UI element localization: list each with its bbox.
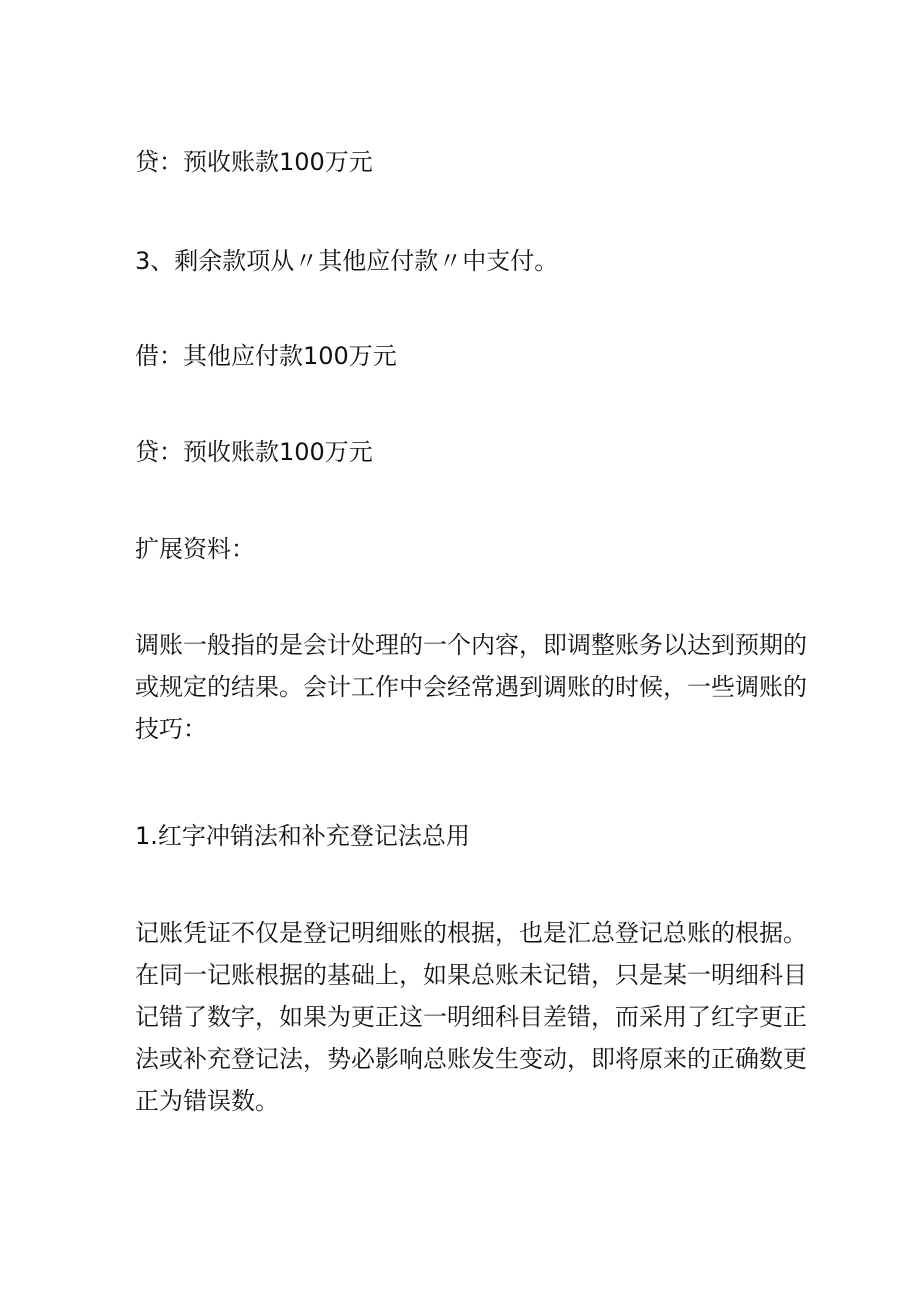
paragraph-line: 技巧： bbox=[135, 715, 207, 743]
paragraph-voucher-explanation bbox=[135, 912, 807, 1122]
text-line-step-3: 3、剩余款项从〃其他应付款〃中支付。 bbox=[135, 247, 559, 275]
text-line-debit-other-payables: 借：其他应付款100万元 bbox=[135, 342, 397, 370]
paragraph-line: 调账一般指的是会计处理的一个内容，即调整账务以达到预期的 bbox=[135, 631, 807, 659]
paragraph-line: 法或补充登记法，势必影响总账发生变动，即将原来的正确数更 bbox=[135, 1045, 807, 1073]
section-heading-extended-material: 扩展资料： bbox=[135, 535, 255, 563]
paragraph-adjustment-intro bbox=[135, 624, 807, 750]
section-heading-red-ink-method: 1.红字冲销法和补充登记法总用 bbox=[135, 822, 470, 850]
text-line-credit-advance-receipt: 贷：预收账款100万元 bbox=[135, 148, 373, 176]
paragraph-line: 记错了数字，如果为更正这一明细科目差错，而采用了红字更正 bbox=[135, 1003, 807, 1031]
paragraph-line: 正为错误数。 bbox=[135, 1087, 279, 1115]
paragraph-line: 记账凭证不仅是登记明细账的根据，也是汇总登记总账的根据。 bbox=[135, 919, 807, 947]
paragraph-line: 在同一记账根据的基础上，如果总账未记错，只是某一明细科目 bbox=[135, 961, 807, 989]
paragraph-line: 或规定的结果。会计工作中会经常遇到调账的时候，一些调账的 bbox=[135, 673, 807, 701]
text-line-credit-advance-receipt-2: 贷：预收账款100万元 bbox=[135, 438, 373, 466]
